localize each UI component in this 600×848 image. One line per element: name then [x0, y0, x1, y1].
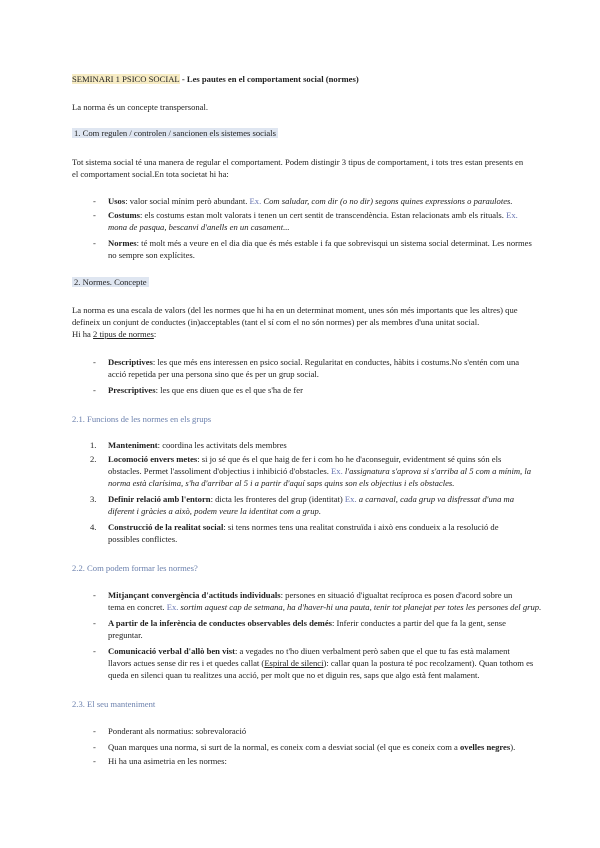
list-item-comunicacio-line3: queda en silenci quan tu realitzes una acció, per molt que no et diguin res, saps que algo està fent malament. [108, 670, 480, 680]
section2-heading-text: 2. Normes. Concepte [74, 277, 147, 287]
list-number: 3. [90, 494, 97, 504]
section22-heading: 2.2. Com podem formar les normes? [72, 563, 198, 573]
espiral-silenci-link: Espiral de silenci [264, 658, 324, 668]
list-item-descriptives-line2: acció repetida per una persona sino que és per un grup social. [108, 369, 319, 379]
section1-heading [72, 128, 278, 139]
list-item-normes: Normes: té molt més a veure en el dia dia que és més estable i fa que sobrevisqui un sistema social determinat. Les normes [108, 238, 532, 248]
list-item-mitjancant: Mitjançant convergència d'actituds individuals: persones en situació d'igualtat recíproca es posen d'acord sobre un [108, 590, 513, 600]
list-item-inferencia-line2: preguntar. [108, 630, 143, 640]
list-item-mitjancant-line2: tema en concret. Ex. sortim aquest cap de setmana, ha d'haver-hi una pauta, tenir tot planejat per totes les persones del grup. [108, 602, 542, 612]
bullet-dash: - [93, 726, 96, 736]
section23-heading: 2.3. El seu manteniment [72, 699, 156, 709]
list-number: 2. [90, 454, 97, 464]
list-item-locomocio: Locomoció envers metes: si jo sé que és el que haig de fer i com ho he d'aconseguir, evidentment sé quins són els [108, 454, 502, 464]
section1-p2: el comportament social.En tota societat hi ha: [72, 169, 229, 179]
title-rest: - Les pautes en el comportament social (normes) [179, 74, 359, 84]
list-item-comunicacio: Comunicació verbal d'allò ben vist: a vegades no t'ho diuen verbalment però saben que el que tu fas està malament [108, 646, 510, 656]
list-item-construccio: Construcció de la realitat social: si tens normes tens una realitat construïda i això ens condueix a la resolució de [108, 522, 499, 532]
list-item-costums: Costums: els costums estan molt valorats i tenen un cert sentit de transcendència. Estan relacionats amb els rituals. Ex. [108, 210, 518, 220]
bullet-dash: - [93, 238, 96, 248]
section2-p2: defineix un conjunt de conductes (in)acceptables (tant el sí com el no són normes) per als membres d'una unitat social. [72, 317, 480, 327]
list-item-construccio-line2: possibles conflictes. [108, 534, 178, 544]
document-title [72, 74, 359, 85]
list-item-prescriptives: Prescriptives: les que ens diuen que es el que s'ha de fer [108, 385, 303, 395]
bullet-dash: - [93, 196, 96, 206]
list-item-definir-line2: diferent i gràcies a això, podem veure la identitat com a grup. [108, 506, 321, 516]
list-item-desviat: Quan marques una norma, si surt de la normal, es coneix com a desviat social (el que es coneix com a ovelles negres). [108, 742, 516, 752]
intro-text: La norma és un concepte transpersonal. [72, 102, 209, 112]
list-number: 4. [90, 522, 97, 532]
bullet-dash: - [93, 385, 96, 395]
bullet-dash: - [93, 357, 96, 367]
list-item-locomocio-line3: norma està clarísima, s'ha d'arribar al 5 i a partir d'aquí saps quins son els objectius i els obstacles. [108, 478, 455, 488]
section1-heading-text: 1. Com regulen / controlen / sancionen els sistemes socials [74, 128, 276, 138]
list-item-locomocio-line2: obstacles. Permet l'assoliment d'objectius i inhibició d'obstacles. Ex. l'assignatura s'aprova si s'arriba al 5 com a mínim, la [108, 466, 532, 476]
bullet-dash: - [93, 756, 96, 766]
list-item-asimetria: Hi ha una asimetria en les normes: [108, 756, 227, 766]
section21-heading: 2.1. Funcions de les normes en els grups [72, 414, 212, 424]
bullet-dash: - [93, 742, 96, 752]
list-item-descriptives: Descriptives: les que més ens interessen en psico social. Regularitat en conductes, hàbits i costums.No s'entén com una [108, 357, 520, 367]
tipus-normes-link: 2 tipus de normes [93, 329, 154, 339]
list-item-normes-line2: no sempre son explícites. [108, 250, 195, 260]
list-item-inferencia: A partir de la inferència de conductes observables dels demés: Inferir conductes a partir del que fa la gent, sense [108, 618, 506, 628]
bullet-dash: - [93, 210, 96, 220]
bullet-dash: - [93, 646, 96, 656]
list-item-definir: Definir relació amb l'entorn: dicta les fronteres del grup (identitat) Ex. a carnaval, cada grup va disfressat d'una ma [108, 494, 515, 504]
section2-p3: Hi ha 2 tipus de normes: [72, 329, 157, 339]
bullet-dash: - [93, 618, 96, 628]
list-item-costums-line2: mona de pasqua, bescanvi d'anells en un casament... [108, 222, 290, 232]
section1-p1: Tot sistema social té una manera de regular el comportament. Podem distingir 3 tipus de comportament, i tots tres estan presents en [72, 157, 524, 167]
bullet-dash: - [93, 590, 96, 600]
list-item-manteniment: Manteniment: coordina les activitats dels membres [108, 440, 287, 450]
list-item-comunicacio-line2: llavors actues sense dir res i et quedes callat (Espiral de silenci): callar quan la postura té poc recolzament). Quan tothom es [108, 658, 534, 668]
list-item-usos: Usos: valor social mínim però abundant. Ex. Com saludar, com dir (o no dir) segons quines expressions o paraulotes. [108, 196, 513, 206]
section2-p1: La norma es una escala de valors (del les normes que hi ha en un determinat moment, unes són més importants que les altres) que [72, 305, 518, 315]
list-number: 1. [90, 440, 97, 450]
title-highlight: SEMINARI 1 PSICO SOCIAL [72, 74, 180, 84]
section2-heading [72, 277, 149, 288]
list-item-ponderant: Ponderant als normatius: sobrevaloració [108, 726, 247, 736]
